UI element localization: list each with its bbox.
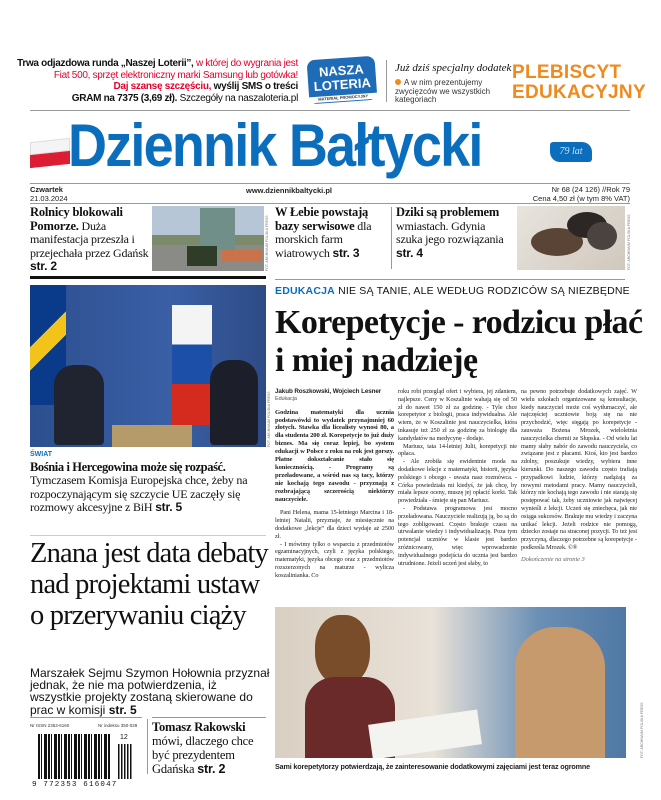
building-shape — [200, 208, 235, 250]
page-ref: str. 5 — [108, 702, 137, 717]
russia-flag-shape — [172, 305, 212, 425]
teaser-text: wmiastach. Gdynia szuka jego rozwiązania — [396, 218, 504, 246]
article-paragraph: na pewno potrzebuje dodatkowych zajęć. W wielu szkołach organizowane są konsultacje, kiedy nauczyciel może coś wytłumaczyć, ale najczęściej uczniowie boją się na nie przychodzić, więc sięgają po korepetycje - zauważa Bożena Mrozek, wieloletnia nauczycielka chemii ze Słupska. - Od wielu lat mamy słaby nabór do zawodu nauczyciela, co związane jest z płacami. Ktoś, kto jest bardzo zdolny, poszukuje wiedzy, wybiera inne kierunki. Do naszego zawodu często trafiają przypadkowi ludzie, którzy nadążają za nowymi metodami pracy. Mamy nauczycieli, którzy nie kochają tego zawodu i nie starają się postępować tak, żeby uczniowie jak najwięcej wynieśli z lekcji. Uczeń się zniechęca, jak nie osiąga sukcesów. Brakuje mu wiedzy i zaczyna unikać lekcji. Jeżeli rodzice nie pomogą, dziecko zostaje na straconej pozycji. To też jest przyczyną, dlaczego potrzebne są korepetycje - podkreśla Mrozek. ©® — [521, 388, 637, 551]
article-column-2 — [398, 388, 517, 567]
article-paragraph: Pani Helena, mama 15-letniego Marcina i 18-letniej Natalii, przyznaje, że miesięcznie na dodatkowe „lekcje” dla dzieci wydaje aż 2500 zł. — [275, 509, 394, 540]
logo-subtext: MATERIAŁ PROMOCYJNY — [309, 93, 377, 104]
article-paragraph: - Podstawa programowa jest mocno przeładowana. Nauczyciele realizują ją, bo są do tego zobligowani. Często brakuje czasu na utrwalanie wiedzy i indywidualizację. Poza tym potencjał uczniów w klasie jest bardzo zróżnicowany, więc wprowadzenie indywidualnego podejścia do ucznia jest bardzo utrudnione. Jeżeli uczeń jest słaby, to — [398, 504, 517, 567]
bullet-icon — [395, 79, 401, 85]
tutoring-photo — [275, 607, 626, 758]
photo-credit: FOT. ARCHIWUM POLSKA PRESS — [627, 214, 631, 270]
teaser-title: Rolnicy blokowali Pomorze. — [30, 205, 123, 233]
article-paragraph: - I mówimy tylko o wsparciu z przedmiotów egzaminacyjnych, czyli z języka polskiego, matematyki, języka obcego oraz z przedmiotów rozszerzonych na maturze - wylicza koszalinianka. Co — [275, 540, 394, 579]
farmers-protest-photo — [152, 206, 264, 271]
page-ref: str. 2 — [30, 259, 57, 273]
teaser-text: dla morskich farm wiatrowych — [275, 218, 372, 260]
tractor-shape — [187, 246, 217, 266]
promo-text: w której do wygrania jest — [193, 58, 298, 69]
promo-text: Trwa odjazdowa runda „Naszej Loterii”, — [17, 58, 194, 69]
train-shape — [222, 250, 262, 262]
promo-text: GRAM na 7375 (3,69 zł). — [71, 92, 178, 104]
page-ref: str. 4 — [396, 245, 423, 260]
barcode-number: 9 772353 616047 — [32, 781, 118, 789]
article-headline[interactable]: Korepetycje - rodzicu płać i miej nadzieję — [275, 304, 643, 379]
website-link[interactable]: www.dziennikbaltycki.pl — [246, 186, 332, 195]
article-section: Edukacja — [275, 395, 297, 402]
continued-link[interactable]: Dokończenie na stronie 3 — [521, 555, 585, 563]
world-title: Bośnia i Hercegowina może się rozpaść. — [30, 460, 226, 474]
section-label: EDUKACJA — [275, 285, 335, 297]
teaser-farmers[interactable] — [30, 206, 150, 274]
teaser-title: Tomasz Rakowski — [152, 720, 246, 734]
debate-text: Marszałek Sejmu Szymon Hołownia przyznał jednak, że nie ma potwierdzenia, iż wszystkie projekty zostaną skierowane do prac w komisji — [30, 666, 270, 717]
photo-caption: Sami korepetytorzy potwierdzają, że zainteresowanie dodatkowymi zajęciami jest teraz ogromne — [275, 762, 590, 771]
supplement-desc-text: A w nim prezentujemy zwycięzców we wszystkich kategoriach — [395, 78, 491, 105]
photo-credit: FOT. ARCHIWUM POLSKA PRESS — [640, 702, 644, 758]
supplement-lead: Już dziś specjalny dodatek — [395, 62, 512, 74]
divider — [30, 535, 266, 536]
divider — [386, 60, 387, 102]
byline: Jakub Roszkowski, Wojciech Lesner — [275, 388, 382, 395]
article-paragraph: - Ale zrobiła się ewidentnie moda na dodatkowe lekcje z matematyki, historii, języka polskiego i obcego - uważa nasz rozmówca. - Córka powiedziała mi kiedyś, że jak chcę, by miała lepsze oceny, muszę jej opłacić korki. Tak powiedziała - śmieje się pan Mariusz. — [398, 458, 517, 505]
article-paragraph: Mariusz, tata 14-letniej Julii, korepetycji nie opłaca. — [398, 442, 517, 458]
promo-text: Daj szansę szczęściu, — [113, 81, 212, 93]
page-ref: str. 3 — [332, 245, 360, 260]
nasza-loteria-logo — [307, 56, 378, 105]
wild-boars-photo — [517, 206, 625, 270]
world-text: Tymczasem Komisja Europejska chce, żeby na rozpoczynającym się szczycie UE zaczęły się rozmowy akcesyjne z BiH — [30, 473, 248, 514]
divider — [30, 717, 142, 718]
supplement-title-line: PLEBISCYT — [512, 62, 622, 83]
polish-flag-icon — [30, 138, 70, 168]
teaser-text: mówi, dlaczego chce być prezydentem Gdańska — [152, 734, 254, 776]
teaser-title: Dziki są problemem — [396, 205, 500, 219]
table-shape — [112, 425, 192, 447]
article-column-1 — [275, 388, 394, 580]
photo-credit: FOT. ARCHIWUM POLSKA PRESS — [267, 391, 271, 447]
masthead-title[interactable]: Dziennik Bałtycki — [68, 112, 482, 179]
logo-text: LOTERIA — [313, 75, 372, 94]
teaser-leba[interactable] — [275, 206, 385, 260]
promo-text: Szczegóły na naszaloteria.pl — [177, 92, 298, 104]
divider — [30, 183, 630, 184]
student-shape — [515, 627, 605, 758]
divider — [152, 717, 266, 718]
barcode-bars — [38, 734, 110, 779]
leaders-meeting-photo — [30, 285, 266, 447]
section-label: ŚWIAT — [30, 451, 53, 458]
issue-date — [30, 185, 68, 203]
supplement-title-line: EDUKACYJNY — [512, 82, 646, 103]
kicker-text: NIE SĄ TANIE, ALE WEDŁUG RODZICÓW SĄ NIEZBĘDNE — [338, 285, 630, 297]
boar-shape — [587, 222, 617, 250]
divider — [147, 719, 148, 774]
article-kicker — [275, 285, 630, 297]
teaser-title: W Łebie powstają bazy serwisowe — [275, 205, 369, 233]
date: 21.03.2024 — [30, 194, 68, 203]
issue-info — [533, 185, 630, 203]
teaser-boars[interactable] — [396, 206, 513, 260]
price: Cena 4,50 zł (w tym 8% VAT) — [532, 194, 630, 203]
page-ref: str. 2 — [197, 762, 226, 776]
person-shape — [54, 365, 104, 445]
world-news[interactable] — [30, 451, 268, 515]
debate-summary — [30, 667, 270, 716]
barcode-addon-number: 12 — [120, 734, 128, 741]
debate-headline[interactable]: Znana jest data debaty nad projektami ustaw o przerywaniu ciąży — [30, 538, 268, 631]
promo-text: Fiat 500, sprzęt elektroniczny marki Samsung lub gotówka! — [53, 69, 298, 81]
page-ref: str. 5 — [155, 500, 183, 514]
divider — [30, 276, 266, 279]
article-lead: Godzina matematyki dla ucznia podstawówki to wydatek przynajmniej 60 złotych. Stawka dla licealisty wynosi 80, a dla studenta 200 zł. Korepetycje to już duży biznes. Ma się coraz lepiej, bo system edukacji w Polsce z roku na rok jest gorszy. Płatne dokształcanie stało się koniecznością. - Programy są przeładowane, a wśród nas są tacy, którzy nie kochają tego zawodu - przyznają z rozbrajającą szczerością niektórzy nauczyciele. — [275, 408, 394, 503]
photo-credit: FOT. ARCHIWUM POLSKA PRESS — [265, 215, 269, 271]
person-shape — [210, 360, 258, 445]
teaser-text: Duża manifestacja przeszła i przejechała przez Gdańsk — [30, 218, 149, 260]
teaser-rakowski[interactable] — [152, 720, 268, 776]
anniversary-badge: 79 lat — [550, 142, 592, 162]
issue-number: Nr 68 (24 126) //Rok 79 — [551, 185, 630, 194]
lottery-promo — [0, 58, 298, 104]
article-column-3 — [521, 388, 637, 564]
barcode-addon-bars — [118, 744, 132, 779]
supplement-title — [512, 63, 646, 103]
divider — [30, 110, 630, 111]
supplement-description — [395, 79, 507, 105]
divider — [30, 203, 630, 204]
logo-text: NASZA — [318, 61, 365, 80]
weekday: Czwartek — [30, 185, 63, 194]
divider — [391, 207, 392, 269]
promo-text: wyślij SMS o treści — [211, 81, 298, 93]
index-number: Nr indeksu 350-028 — [98, 723, 138, 728]
article-paragraph: roku robi przegląd ofert i wybiera, jej zdaniem, najlepsze. Ceny w Koszalinie wahają się od 50 zł do nawet 150 zł za godzinę. - Tyle chce korepetytor z biologii, praca indywidualna. Ale wiem, że w Koszalinie jest nauczycielka, która inkasuje też 250 zł za godzinę za biologię dla kandydatów na medycynę - dodaje. — [398, 388, 517, 442]
hair-shape — [315, 615, 370, 685]
issn: Nr ISSN 2353-6160 — [30, 723, 70, 728]
divider — [275, 279, 625, 280]
